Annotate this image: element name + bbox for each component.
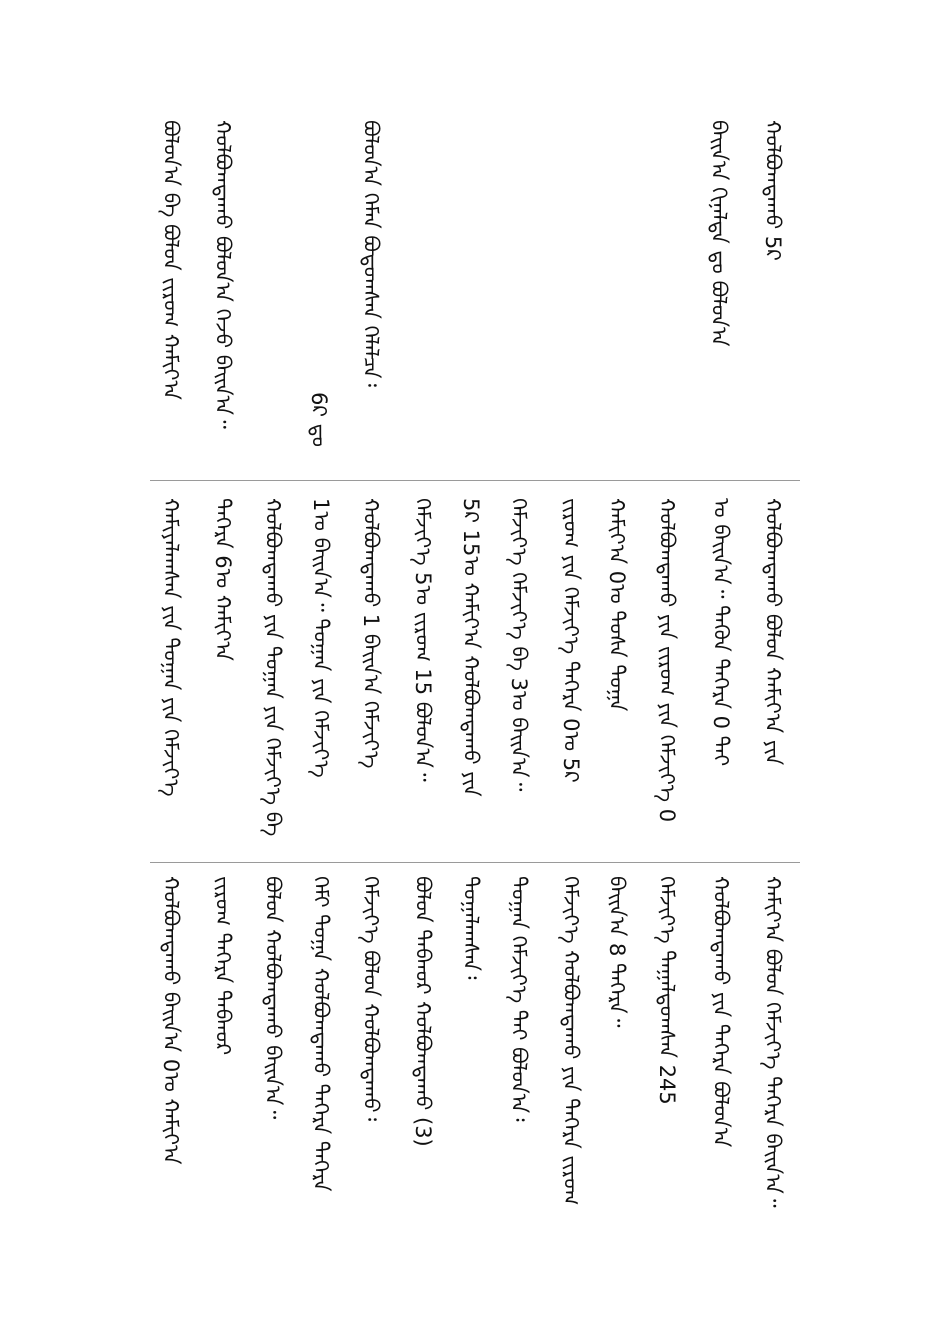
text-column: ᠪᠠᠢᠨ᠎ᠠ ᠬᠢᠨᠠᠯᠲᠠ ᠳᠤ ᠪᠣᠯᠤᠨ᠎ᠠ (707, 120, 731, 347)
text-column: ᠬᠡᠮᠢ ᠲᠣᠭᠠ ᠬᠣᠯᠪᠣᠭᠳᠠᠬᠤ ᠳᠡᠭᠡᠷᠡ ᠳᠡᠭᠡᠷᠡ (309, 876, 333, 1192)
text-column: ᠲᠣᠭᠠᠨ ᠬᠡᠮᠵᠢᠶ᠎ᠡ ᠲᠠᠢ ᠪᠣᠯᠤᠨ᠎ᠠ᠄ (507, 876, 531, 1122)
text-column: ᠬᠣᠯᠪᠣᠭᠳᠠᠬᠤ ᠪᠣᠯᠤᠨ ᠬᠠᠮᠢᠶ᠎ᠠ ᠶᠢᠨ (761, 498, 785, 766)
section-divider-top (150, 480, 800, 481)
text-column: 1ᠣ ᠪᠠᠢᠨ᠎ᠠ᠃ ᠲᠣᠭᠠᠨ ᠶᠢᠨ ᠬᠡᠮᠵᠢᠶ᠎ᠡ (309, 498, 333, 778)
text-column: ᠬᠡᠮᠵᠢᠶ᠎ᠡ 5ᠣ ᠵᠢᠷᠤᠭ 15 ᠪᠣᠯᠤᠨ᠎ᠠ᠃ (411, 498, 435, 782)
text-column: ᠬᠠᠮᠢᠶ᠎ᠠ ᠪᠣᠯᠣᠨ ᠬᠡᠮᠵᠢᠶ᠎ᠡ ᠳᠡᠭᠡᠷᠡ ᠪᠠᠢᠨ᠎ᠠ᠃ (761, 876, 785, 1208)
text-column: ᠬᠠᠮᠢᠶᠠᠯᠠᠭᠰᠠᠨ ᠶᠢᠨ ᠲᠣᠭᠠᠨ ᠶᠢᠨ ᠬᠡᠮᠵᠢᠶ᠎ᠡ (159, 498, 183, 797)
text-column: 5ᠺ 15ᠣ ᠬᠠᠮᠢᠶ᠎ᠠ ᠬᠣᠯᠪᠣᠭᠳᠠᠬᠤ ᠶᠢᠨ (459, 498, 483, 797)
text-column: ᠬᠣᠯᠪᠣᠭᠳᠠᠬᠤ ᠪᠠᠢᠨ᠎ᠠ 0ᠣ ᠬᠠᠮᠢᠶ᠎ᠠ (159, 876, 183, 1165)
text-column: ᠵᠢᠷᠤᠭ ᠳᠡᠭᠡᠷᠡ ᠳᠠᠪᠬᠤᠷ (211, 876, 235, 1056)
text-column: ᠬᠣᠯᠪᠣᠭᠳᠠᠬᠤ 5ᠺ (761, 120, 785, 261)
text-column: ᠬᠡᠮᠵᠢᠶ᠎ᠡ ᠬᠡᠮᠵᠢᠶ᠎ᠡ ᠪᠠ 3ᠣ ᠪᠠᠢᠨ᠎ᠠ᠃ (507, 498, 531, 792)
text-column: ᠳᠡᠭᠡᠷᠡ 6ᠣ ᠬᠠᠮᠢᠶ᠎ᠠ (211, 498, 235, 661)
text-column: ᠬᠠᠮᠢᠶ᠎ᠠ 0ᠣ ᠲᠤᠰᠠ ᠲᠣᠭᠠ (605, 498, 629, 712)
text-column: ᠬᠡᠮᠵᠢᠶ᠎ᠡ ᠬᠣᠯᠪᠣᠭᠳᠠᠬᠤ ᠶᠢᠨ ᠳᠡᠭᠡᠷᠡ ᠵᠢᠷᠤᠭ (559, 876, 583, 1206)
text-column: ᠬᠣᠯᠪᠣᠭᠳᠠᠬᠤ 1 ᠪᠠᠢᠨ᠎ᠠ ᠬᠡᠮᠵᠢᠶ᠎ᠡ (359, 498, 383, 769)
text-column: ᠲᠣᠭᠠᠯᠠᠭᠰᠠᠨ᠄ (459, 876, 483, 980)
section-divider-middle (150, 862, 800, 863)
text-column: ᠪᠣᠯᠤᠨ ᠳᠠᠪᠬᠤᠷ ᠬᠣᠯᠪᠣᠭᠳᠠᠬᠤ (3) (411, 876, 435, 1147)
text-column: ᠬᠣᠯᠪᠣᠭᠳᠠᠬᠤ ᠪᠣᠯᠤᠨ᠎ᠠ ᠭᠡᠵᠦ ᠪᠠᠢᠨ᠎ᠠ᠃ (211, 120, 235, 429)
text-column: ᠬᠣᠯᠪᠣᠭᠳᠠᠬᠤ ᠶᠢᠨ ᠳᠡᠭᠡᠷᠡ ᠪᠣᠯᠤᠨ᠎ᠠ (709, 876, 733, 1148)
text-column: ᠵᠢᠷᠤᠭ ᠶᠢᠨ ᠬᠡᠮᠵᠢᠶ᠎ᠡ ᠳᠡᠭᠡᠷᠡ 0ᠣ 5ᠺ (559, 498, 583, 783)
text-column: ᠣ ᠪᠠᠢᠨ᠎ᠠ᠃ ᠲᠡᠭᠦᠨ ᠳᠡᠭᠡᠷᠡ 0 ᠲᠠᠢ (709, 498, 733, 767)
text-column: ᠪᠣᠯᠤᠨ᠎ᠠ ᠬᠡᠮᠡᠨ ᠪᠣᠳᠤᠭᠰᠠᠨ ᠬᠡᠯᠡᠯᠴᠡ᠄ (359, 120, 383, 388)
text-column: ᠪᠠᠢᠨ᠎ᠠ 8 ᠳᠡᠭᠡᠷᠡ᠃ (605, 876, 629, 1028)
text-column: ᠬᠣᠯᠪᠣᠭᠳᠠᠬᠤ ᠶᠢᠨ ᠲᠣᠭᠠᠨ ᠶᠢᠨ ᠬᠡᠮᠵᠢᠶ᠎ᠡ ᠪᠠ (261, 498, 285, 837)
text-column: ᠪᠣᠯᠣᠨ ᠬᠣᠯᠪᠣᠭᠳᠠᠬᠤ ᠪᠠᠢᠨ᠎ᠠ᠃ (261, 876, 285, 1120)
text-column: ᠬᠡᠮᠵᠢᠶ᠎ᠡ ᠪᠣᠯᠤᠨ ᠬᠣᠯᠪᠣᠭᠳᠠᠬᠤ᠄ (359, 876, 383, 1122)
text-column: ᠪᠣᠯᠤᠨ᠎ᠠ ᠪᠠ ᠪᠣᠯᠣᠨ ᠵᠢᠷᠤᠭ ᠬᠠᠮᠢᠶ᠎ᠠ (159, 120, 183, 400)
text-column: ᠬᠡᠮᠵᠢᠶ᠎ᠡ ᠳᠠᠭᠠᠯᠳᠤᠭᠰᠠᠨ 245 (655, 876, 679, 1105)
text-column: ᠬᠣᠯᠪᠣᠭᠳᠠᠬᠤ ᠶᠢᠨ ᠵᠢᠷᠤᠭ ᠶᠢᠨ ᠬᠡᠮᠵᠢᠶ᠎ᠡ 0 (655, 498, 679, 823)
text-column: 6ᠺ ᠳᠤ (307, 392, 331, 447)
